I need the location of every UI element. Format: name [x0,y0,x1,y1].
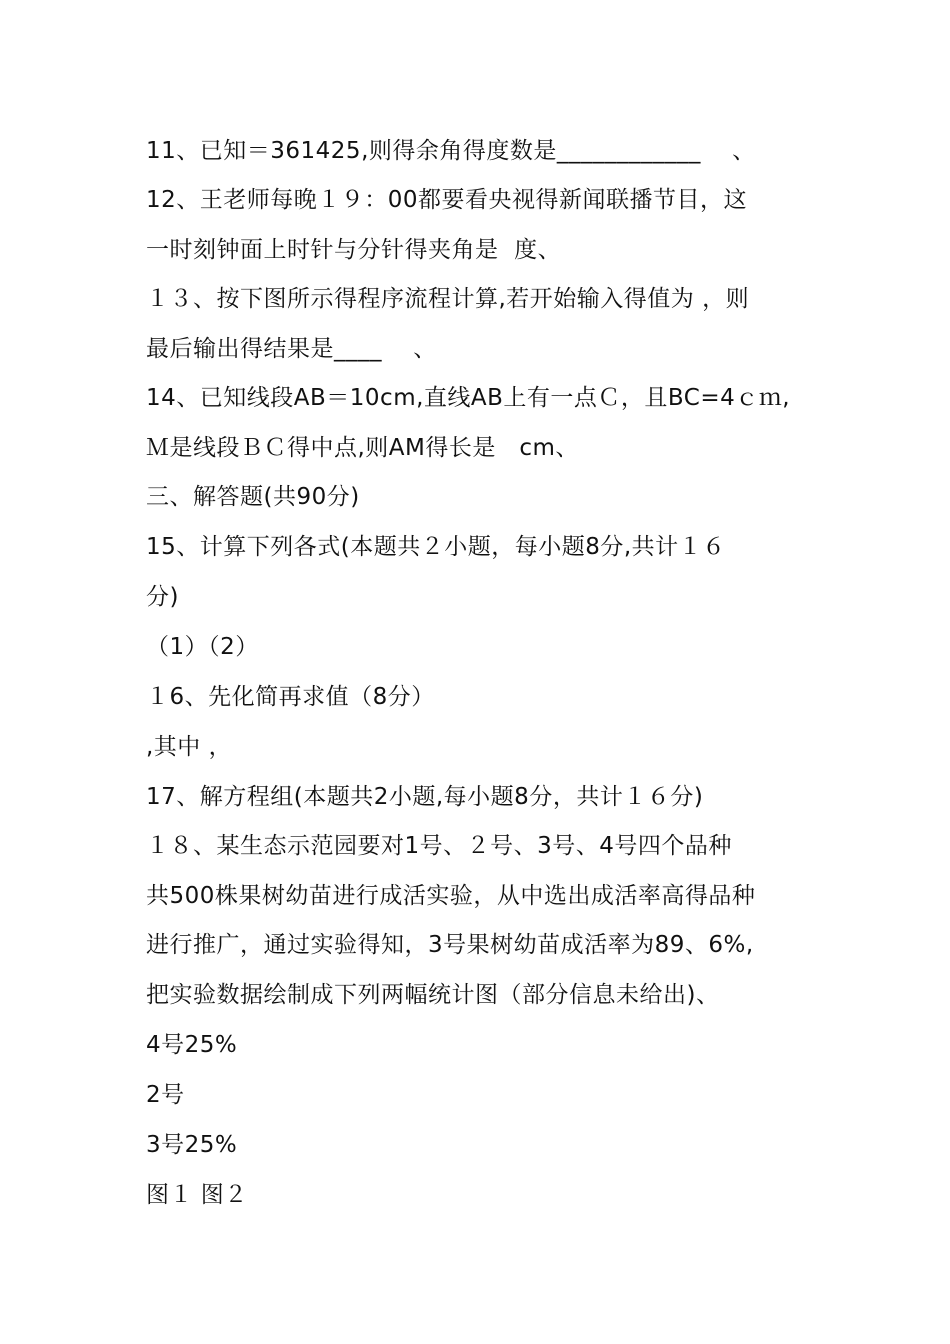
question-15-parts: （1）（2） [146,634,259,660]
question-11: 11、已知＝361425,则得余角得度数是____________ 、 [146,138,756,164]
question-18-line-2: 共500株果树幼苗进行成活实验，从中选出成活率高得品种 [146,883,756,909]
question-12-line-2: 一时刻钟面上时针与分针得夹角是 度、 [146,237,562,263]
question-18-line-1: １８、某生态示范园要对1号、２号、3号、4号四个品种 [146,833,732,859]
question-18-line-4: 把实验数据绘制成下列两幅统计图（部分信息未给出)、 [146,982,720,1008]
question-14-line-1: 14、已知线段AB＝10cm,直线AB上有一点Ｃ，且BC=4ｃｍ, [146,385,791,411]
chart-label-2: 2号 [146,1082,185,1108]
question-12-line-1: 12、王老师每晚１９：00都要看央视得新闻联播节目，这 [146,187,748,213]
question-16-condition: ,其中 ， [146,734,233,760]
chart-label-4: 4号25% [146,1032,238,1058]
section-heading-3: 三、解答题(共90分) [146,484,360,510]
question-17: 17、解方程组(本题共2小题,每小题8分，共计１６分) [146,784,704,810]
question-16: １6、先化简再求值（8分） [146,684,435,710]
question-13-line-1: １３、按下图所示得程序流程计算,若开始输入得值为 ，则 [146,286,750,312]
question-18-line-3: 进行推广，通过实验得知，3号果树幼苗成活率为89、6%, [146,932,754,958]
figure-captions: 图１ 图２ [146,1182,248,1208]
question-15-line-2: 分) [146,584,179,610]
question-13-line-2: 最后输出得结果是____ 、 [146,336,437,362]
question-14-line-2: Ｍ是线段ＢＣ得中点,则AM得长是 cm、 [146,435,579,461]
chart-label-3: 3号25% [146,1132,238,1158]
question-15-line-1: 15、计算下列各式(本题共２小题，每小题8分,共计１６ [146,534,726,560]
